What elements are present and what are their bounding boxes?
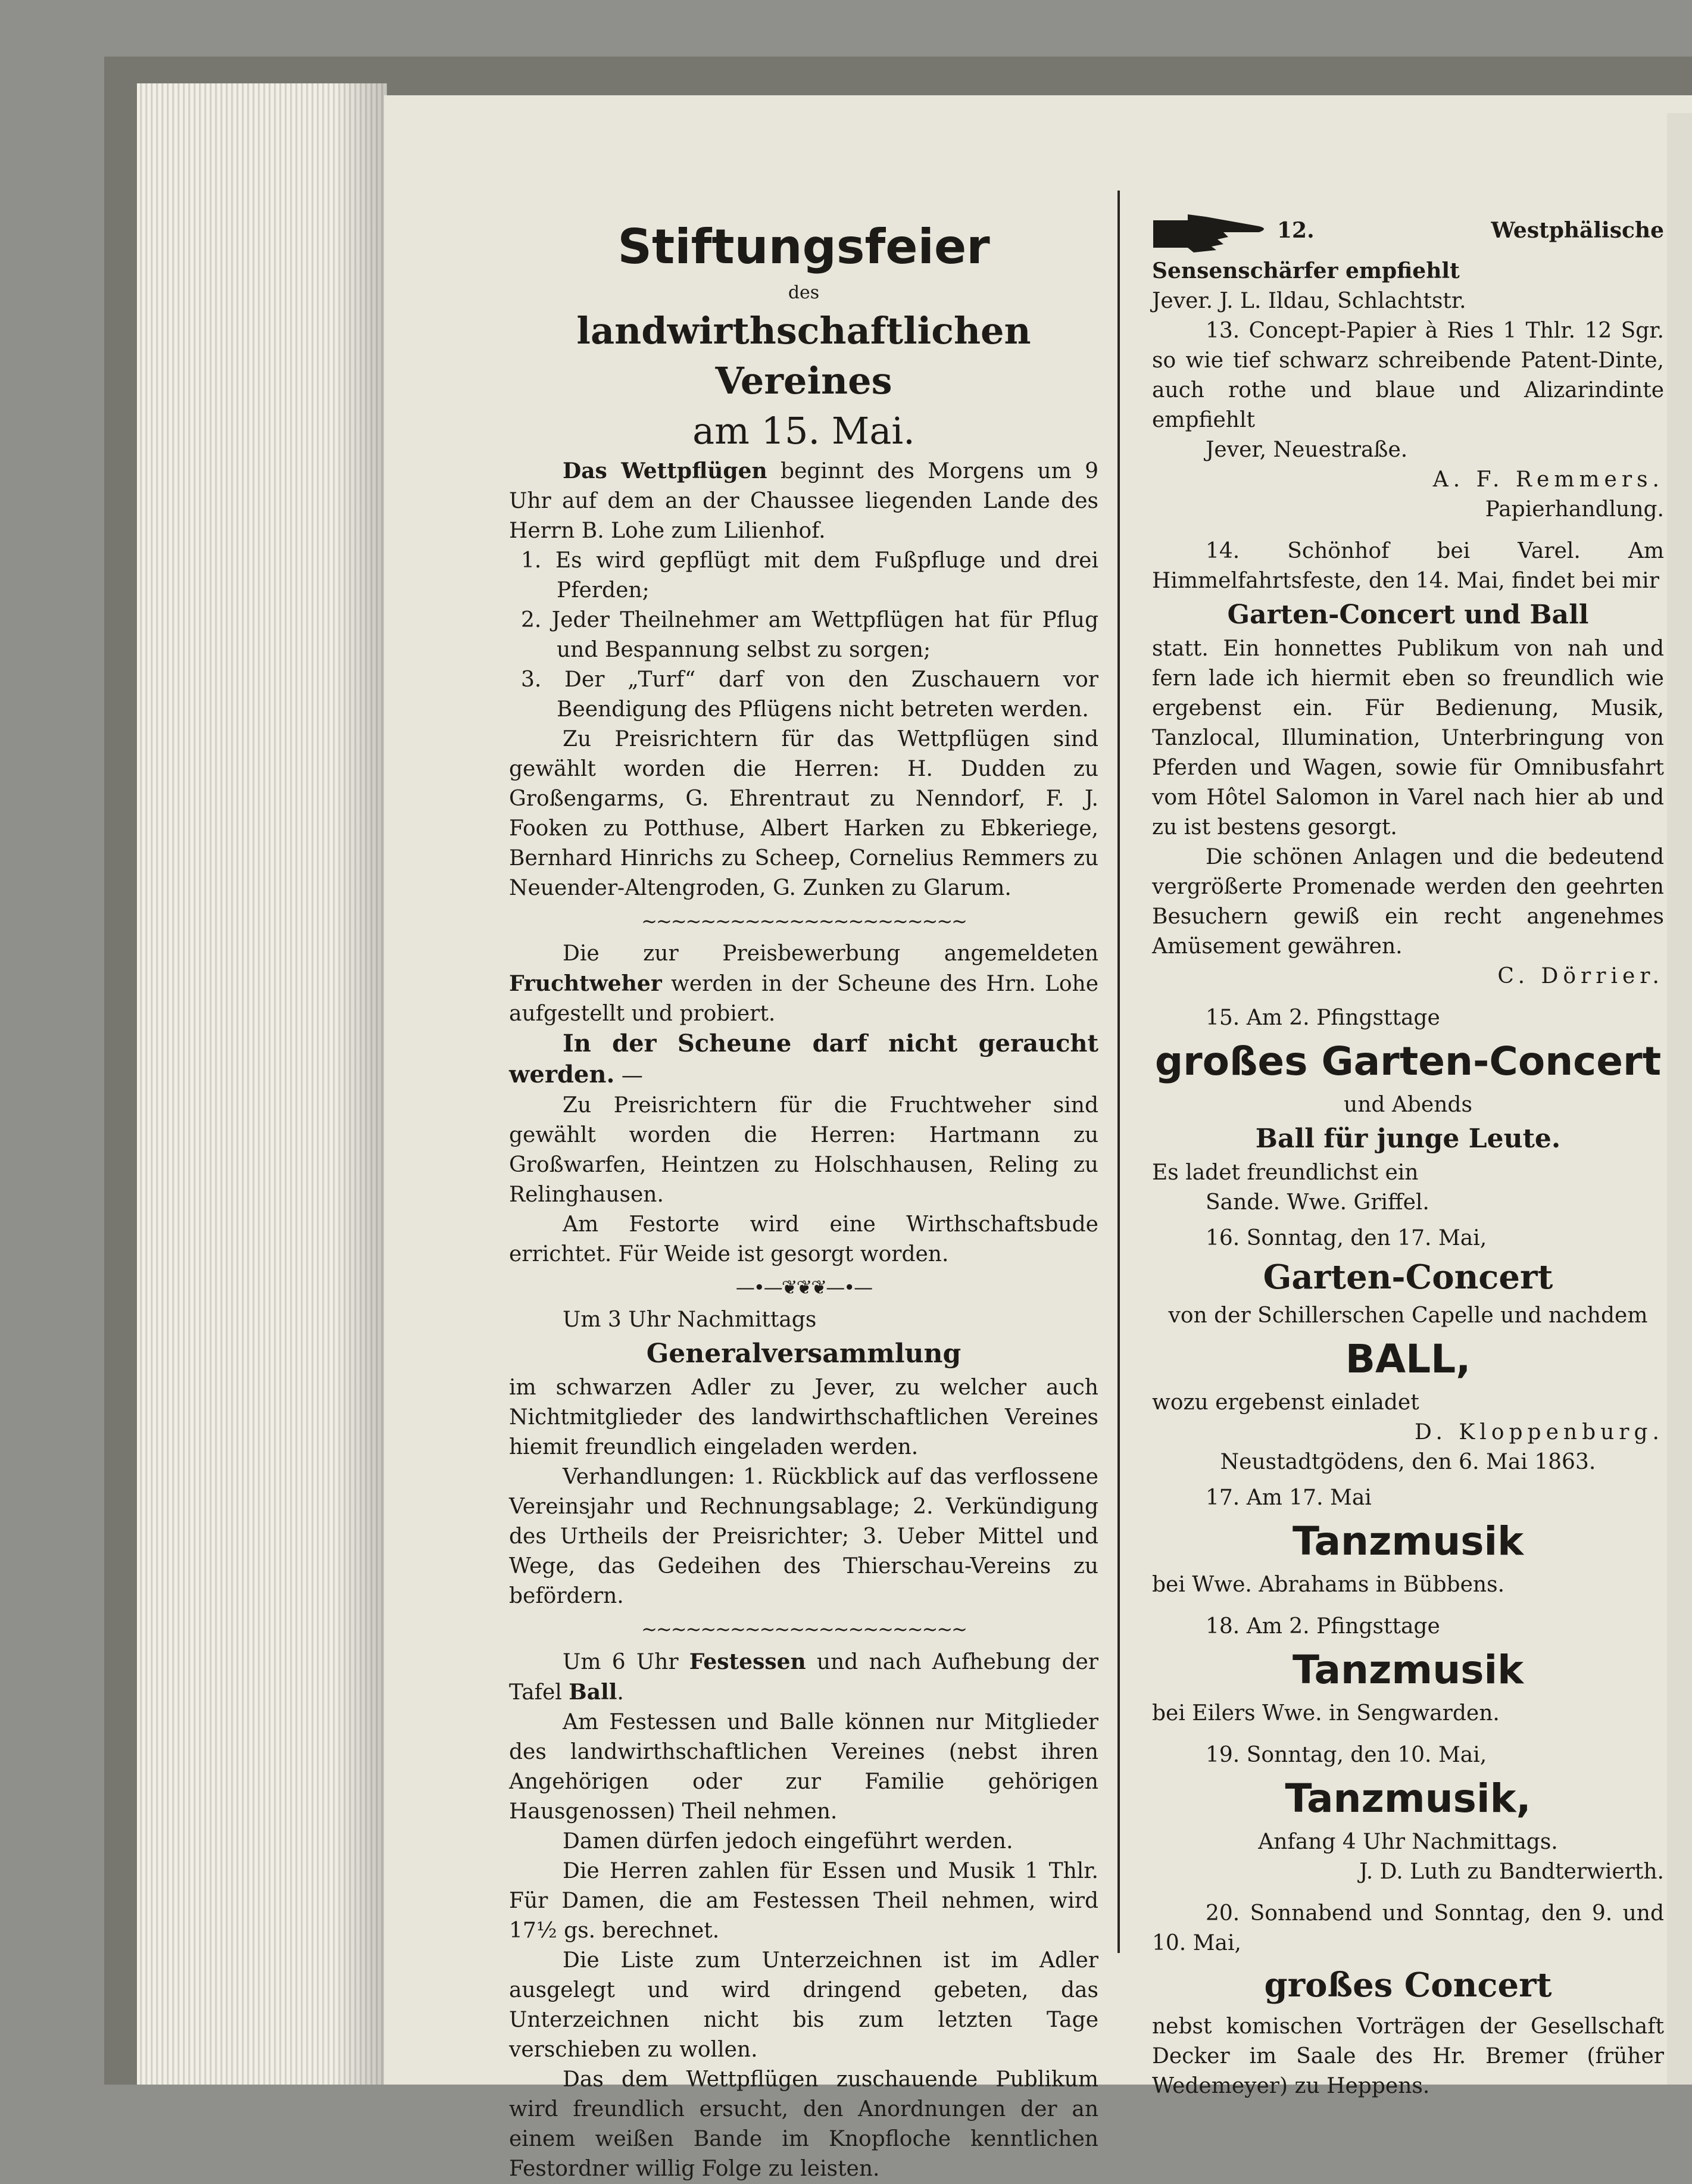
fruchtweher-text-a: Die zur Preisbewerbung angemeldeten [563,941,1098,966]
page-stack-shadow [333,83,387,2085]
ad-17-heading: Tanzmusik [1292,1518,1524,1564]
date-line: am 15. Mai. [692,409,915,453]
ad-15-heading: großes Garten-Concert [1154,1038,1662,1084]
paragraph-preisrichter-2: Zu Preisrichtern für die Fruchtweher sind gewählt worden die Herren: Hartmann zu Großwarfen, Heintzen zu Holschhausen, Reling zu Relinghausen. [509,1093,1098,1207]
ad-13-text: 13. Concept-Papier à Ries 1 Thlr. 12 Sgr. so wie tief schwarz schreibende Patent-Dinte, auch rothe und blaue und Alizarindinte empfiehlt [1152,319,1664,432]
paragraph-verhandlungen: Verhandlungen: 1. Rückblick auf das verflossene Vereinsjahr und Rechnungsablage; 2. Verkündigung des Urtheils der Preisrichter; 3. Ueber Mittel und Wege, das Gedeihen des Thierschau-Vereins zu befördern. [509,1465,1098,1608]
paragraph-liste: Die Liste zum Unterzeichnen ist im Adler ausgelegt und wird dringend gebeten, das Unterzeichnen nicht bis zum letzten Tage verschieben zu wollen. [509,1948,1098,2062]
paragraph-wirthschaftsbude: Am Festorte wird eine Wirthschaftsbude errichtet. Für Weide ist gesorgt worden. [509,1212,1098,1266]
ad-14-heading: Garten-Concert und Ball [1227,600,1589,630]
rule-item-1: 1. Es wird gepflügt mit dem Fußpfluge und drei Pferden; [521,548,1098,603]
ad-13-firm: Papierhandlung. [1485,497,1664,522]
wettpfluegen-text: beginnt des Morgens um 9 Uhr auf dem an der Chaussee liegenden Lande des Herrn B. Lohe zum Lilienhof. [509,459,1098,543]
rauchverbot-dash: — [614,1063,643,1088]
ad-13-signature: A. F. Remmers. [1432,467,1664,492]
festessen-text-b: und nach Aufhebung der Tafel [509,1650,1099,1705]
paragraph-publikum: Das dem Wettpflügen zuschauende Publikum wird freundlich ersucht, den Anordnungen der an einem weißen Bande im Knopfloche kenntlichen Festordner willig Folge zu leisten. [509,2067,1098,2181]
ad-16-intro: 16. Sonntag, den 17. Mai, [1206,1226,1487,1250]
next-page-edge [1667,113,1692,2085]
ad-19-time: Anfang 4 Uhr Nachmittags. [1258,1830,1558,1854]
subtitle: landwirthschaftlichen Vereines [576,309,1031,403]
left-column [509,214,1098,2184]
ad-15-und-abends: und Abends [1344,1093,1472,1117]
paragraph-preise: Die Herren zahlen für Essen und Musik 1 Thlr. Für Damen, die am Festessen Theil nehmen, wird 17½ gs. berechnet. [509,1859,1098,1943]
ad-20-text: nebst komischen Vorträgen der Gesellschaft Decker im Saale des Hr. Bremer (früher Wedemeyer) zu Heppens. [1152,2014,1664,2098]
ad-18-heading: Tanzmusik [1292,1647,1524,1693]
ad-12-text: 12. Westphälische Sensenschärfer empfiehlt [1152,218,1664,283]
rule-item-2: 2. Jeder Theilnehmer am Wettpflügen hat für Pflug und Bespannung selbst zu sorgen; [521,608,1098,662]
paragraph-nachmittags: Um 3 Uhr Nachmittags [563,1308,817,1332]
paragraph-adler: im schwarzen Adler zu Jever, zu welcher auch Nichtmitglieder des landwirthschaftlichen Vereines hiemit freundlich eingeladen werden. [509,1375,1098,1459]
ad-15-invite: Es ladet freundlichst ein [1152,1160,1419,1185]
right-column [1152,208,1664,2101]
paragraph-wettpfluegen [509,456,1098,546]
rauchverbot-label: In der Scheune darf nicht geraucht werden. [509,1029,1098,1088]
ball-label: Ball [569,1680,617,1705]
ad-19-heading: Tanzmusik, [1285,1776,1531,1821]
ad-16-invite: wozu ergebenst einladet [1152,1390,1419,1415]
ad-19-signature: J. D. Luth zu Bandterwierth. [1359,1859,1664,1884]
ad-16-heading: Garten-Concert [1263,1258,1553,1297]
title: Stiftungsfeier [617,219,990,274]
pointing-hand-icon [1152,208,1271,256]
paragraph-rauchverbot [509,1029,1098,1091]
ad-18-signature: bei Eilers Wwe. in Sengwarden. [1152,1701,1500,1726]
ad-12-intro [1152,208,1664,286]
ad-16-date: Neustadtgödens, den 6. Mai 1863. [1220,1450,1596,1474]
ad-19-intro: 19. Sonntag, den 10. Mai, [1206,1743,1487,1767]
festessen-text-c: . [617,1680,624,1705]
paragraph-damen: Damen dürfen jedoch eingeführt werden. [563,1829,1013,1854]
ad-13-place: Jever, Neuestraße. [1206,438,1408,462]
paragraph-fruchtweher [509,939,1098,1029]
ad-14-text-2: Die schönen Anlagen und die bedeutend vergrößerte Promenade werden den geehrten Besuchern gewiß ein recht angenehmes Amüsement gewähren. [1152,845,1664,959]
ad-15-heading-2: Ball für junge Leute. [1255,1124,1561,1154]
ad-15-intro: 15. Am 2. Pfingsttage [1206,1006,1440,1030]
ad-17-signature: bei Wwe. Abrahams in Bübbens. [1152,1573,1505,1597]
fruchtweher-text-b: werden in der Scheune des Hrn. Lohe aufgestellt und probiert. [509,972,1098,1026]
des-line: des [788,282,820,303]
ad-12-signature: Jever. J. L. Ildau, Schlachtstr. [1152,289,1466,313]
ad-17-intro: 17. Am 17. Mai [1206,1486,1372,1510]
column-divider [1117,191,1120,1953]
ad-14-intro: 14. Schönhof bei Varel. Am Himmelfahrtsfeste, den 14. Mai, findet bei mir [1152,539,1664,593]
ad-14-text: statt. Ein honnettes Publikum von nah und fern lade ich hiermit eben so freundlich wie ergebenst ein. Für Bedienung, Musik, Tanzlocal, Illumination, Unterbringung von Pferden und Wagen, sowie für Omnibusfahrt vom Hôtel Salomon in Varel nach hier ab und zu ist bestens gesorgt. [1152,637,1664,840]
ad-18-intro: 18. Am 2. Pfingsttage [1206,1614,1440,1639]
paragraph-preisrichter-1: Zu Preisrichtern für das Wettpflügen sind gewählt worden die Herren: H. Dudden zu Großengarms, G. Ehrentraut zu Nenndorf, F. J. Fooken zu Potthuse, Albert Harken zu Ebkeriege, Bernhard Hinrichs zu Scheep, Cornelius Remmers zu Neuender-Altengroden, G. Zunken zu Glarum. [509,727,1098,900]
ad-16-signature: D. Kloppenburg. [1414,1420,1664,1444]
wavy-rule-2: ~~~~~~~~~~~~~~~~~~~~~~ [641,1618,966,1640]
ornament-rule: —•—❦❦❦—•— [735,1276,872,1299]
ad-20-intro: 20. Sonnabend und Sonntag, den 9. und 10. Mai, [1152,1901,1664,1955]
paragraph-mitglieder: Am Festessen und Balle können nur Mitglieder des landwirthschaftlichen Vereines (nebst ihren Angehörigen oder zur Familie gehörigen Hausgenossen) Theil nehmen. [509,1710,1098,1824]
ad-15-signature: Sande. Wwe. Griffel. [1206,1190,1429,1215]
generalversammlung-heading: Generalversammlung [646,1339,961,1369]
ad-20-heading: großes Concert [1264,1965,1552,2005]
wettpfluegen-label: Das Wettpflügen [563,458,767,483]
fruchtweher-label: Fruchtweher [509,971,662,996]
paragraph-festessen [509,1647,1098,1708]
ad-16-capelle: von der Schillerschen Capelle und nachdem [1168,1303,1648,1328]
wavy-rule-1: ~~~~~~~~~~~~~~~~~~~~~~ [641,910,966,932]
festessen-text-a: Um 6 Uhr [563,1650,689,1674]
ad-14-signature: C. Dörrier. [1497,964,1664,988]
festessen-label: Festessen [689,1649,806,1674]
rule-item-3: 3. Der „Turf“ darf von den Zuschauern vor Beendigung des Pflügens nicht betreten werden. [521,667,1098,722]
ad-16-ball: BALL, [1345,1336,1471,1382]
